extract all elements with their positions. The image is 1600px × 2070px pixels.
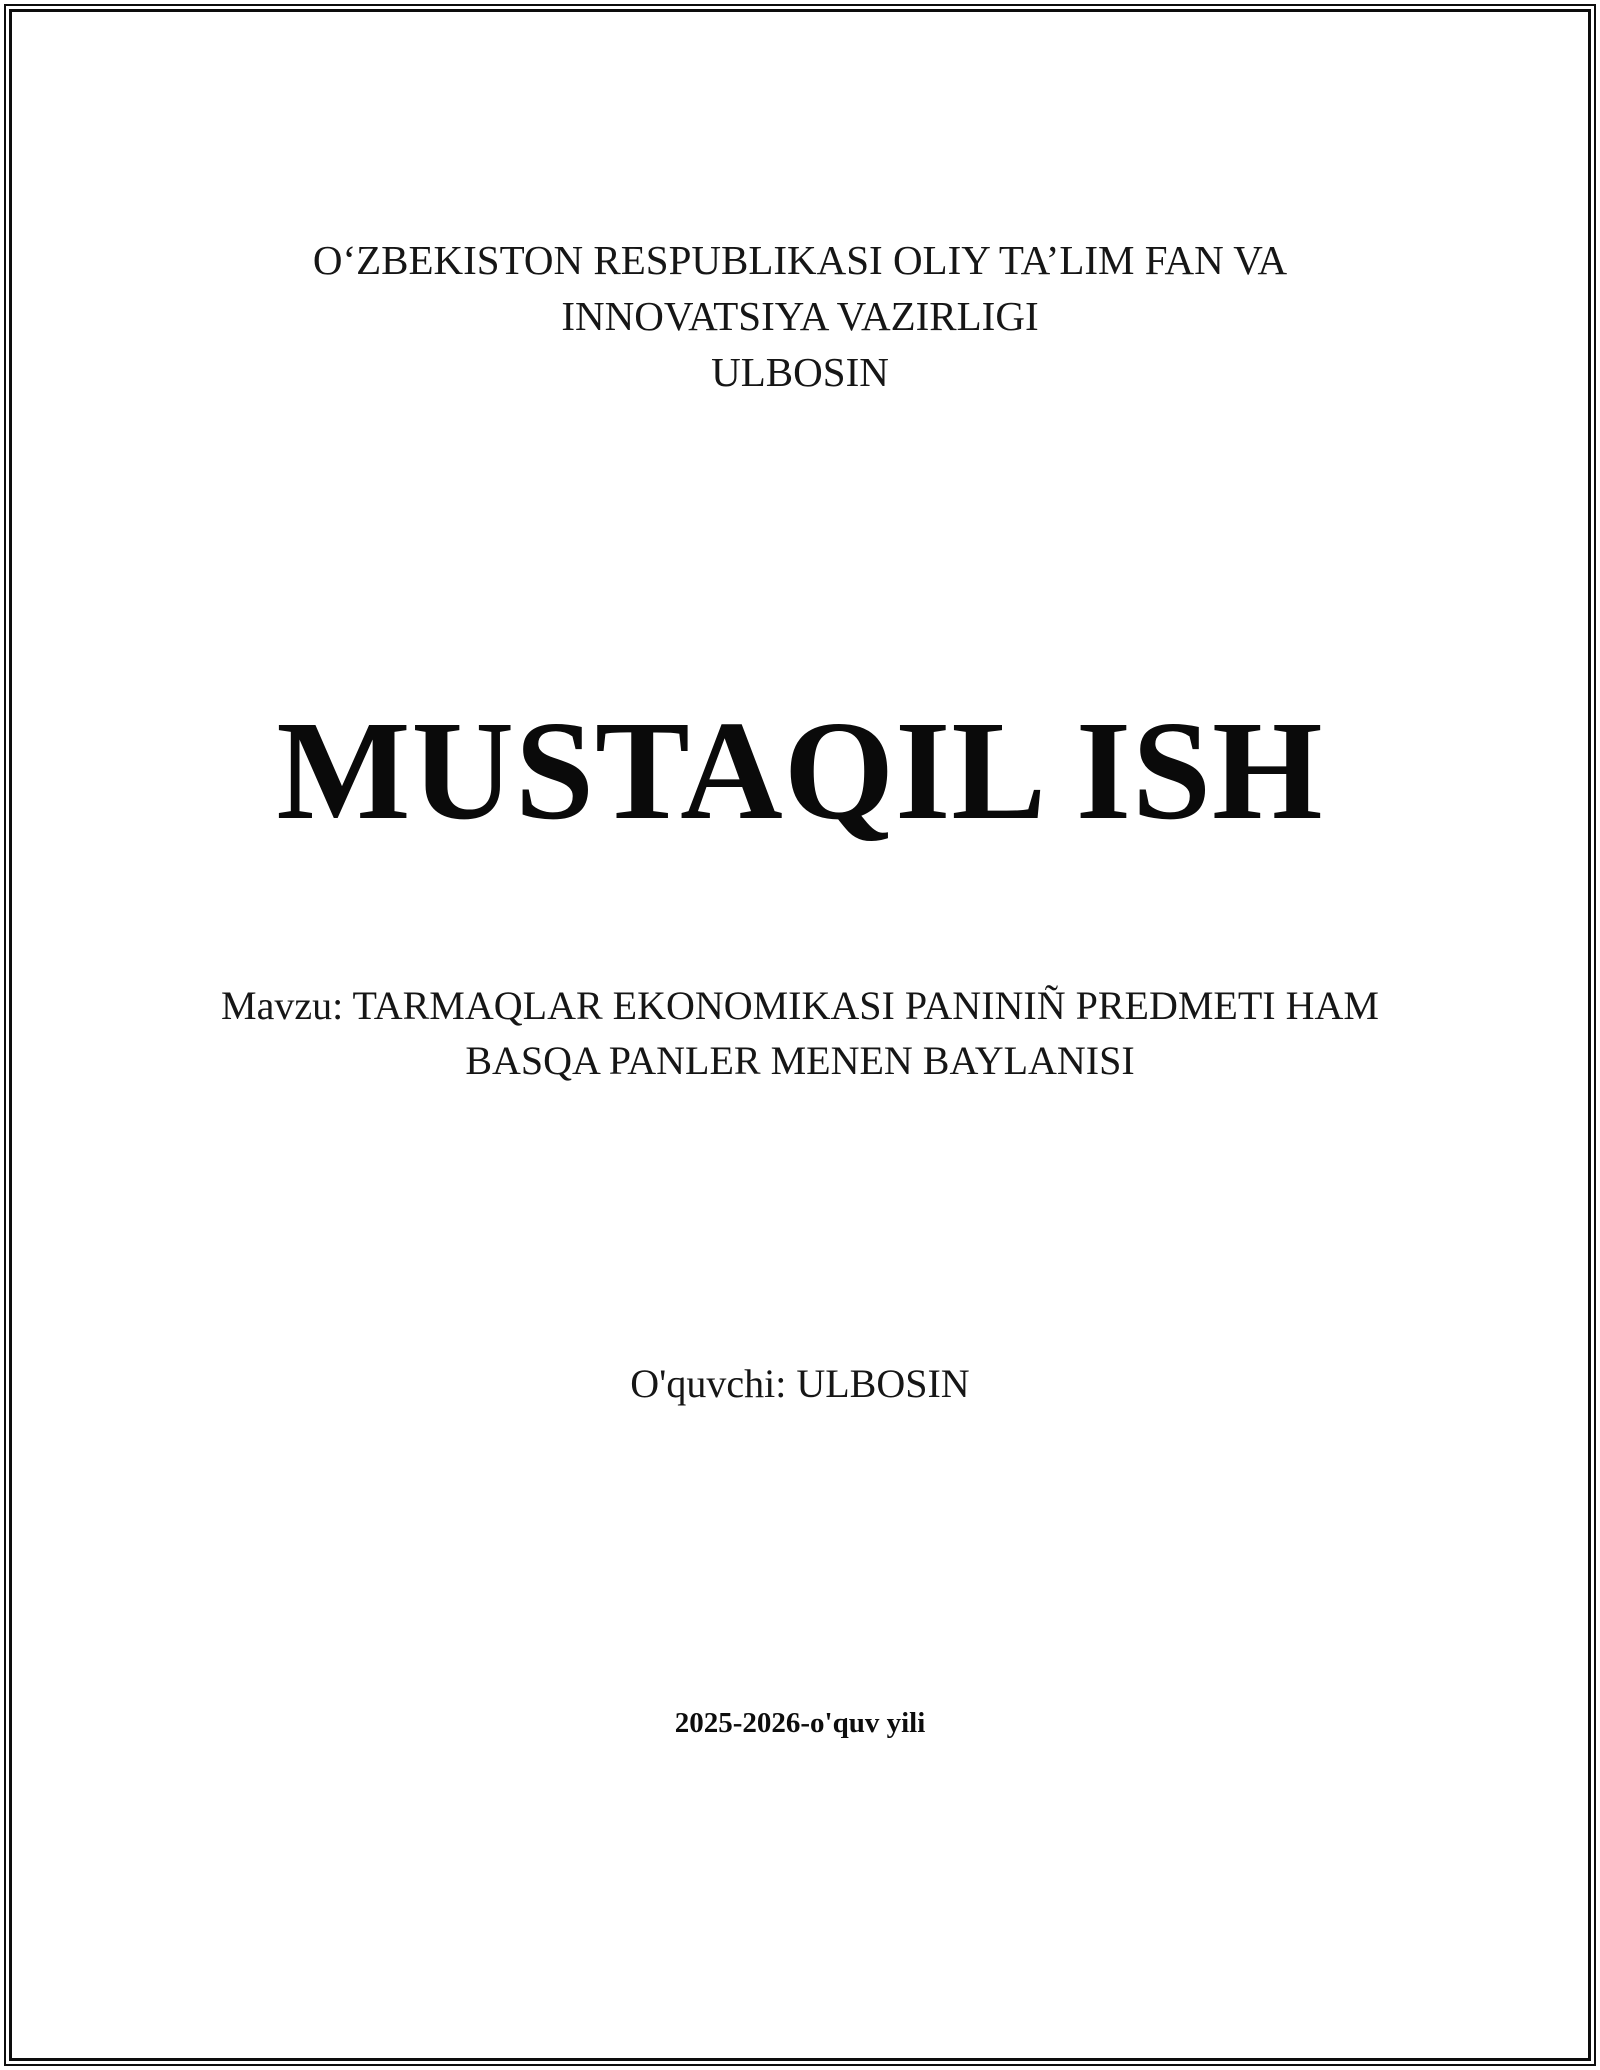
topic: [0, 978, 1600, 1088]
ministry-header-line2: INNOVATSIYA VAZIRLIGI: [561, 293, 1039, 339]
ministry-header: [0, 232, 1600, 400]
student-line: O'quvchi: ULBOSIN: [630, 1361, 970, 1406]
academic-year: 2025-2026-o'quv yili: [674, 1707, 926, 1739]
topic-line1: Mavzu: TARMAQLAR EKONOMIKASI PANINIÑ PREDMETI HAM: [221, 983, 1379, 1028]
topic-line2: BASQA PANLER MENEN BAYLANISI: [465, 1038, 1135, 1083]
school-name: ULBOSIN: [711, 349, 889, 395]
document-title: MUSTAQIL ISH: [276, 691, 1324, 849]
ministry-header-line1: O‘ZBEKISTON RESPUBLIKASI OLIY TA’LIM FAN VA: [312, 237, 1288, 283]
